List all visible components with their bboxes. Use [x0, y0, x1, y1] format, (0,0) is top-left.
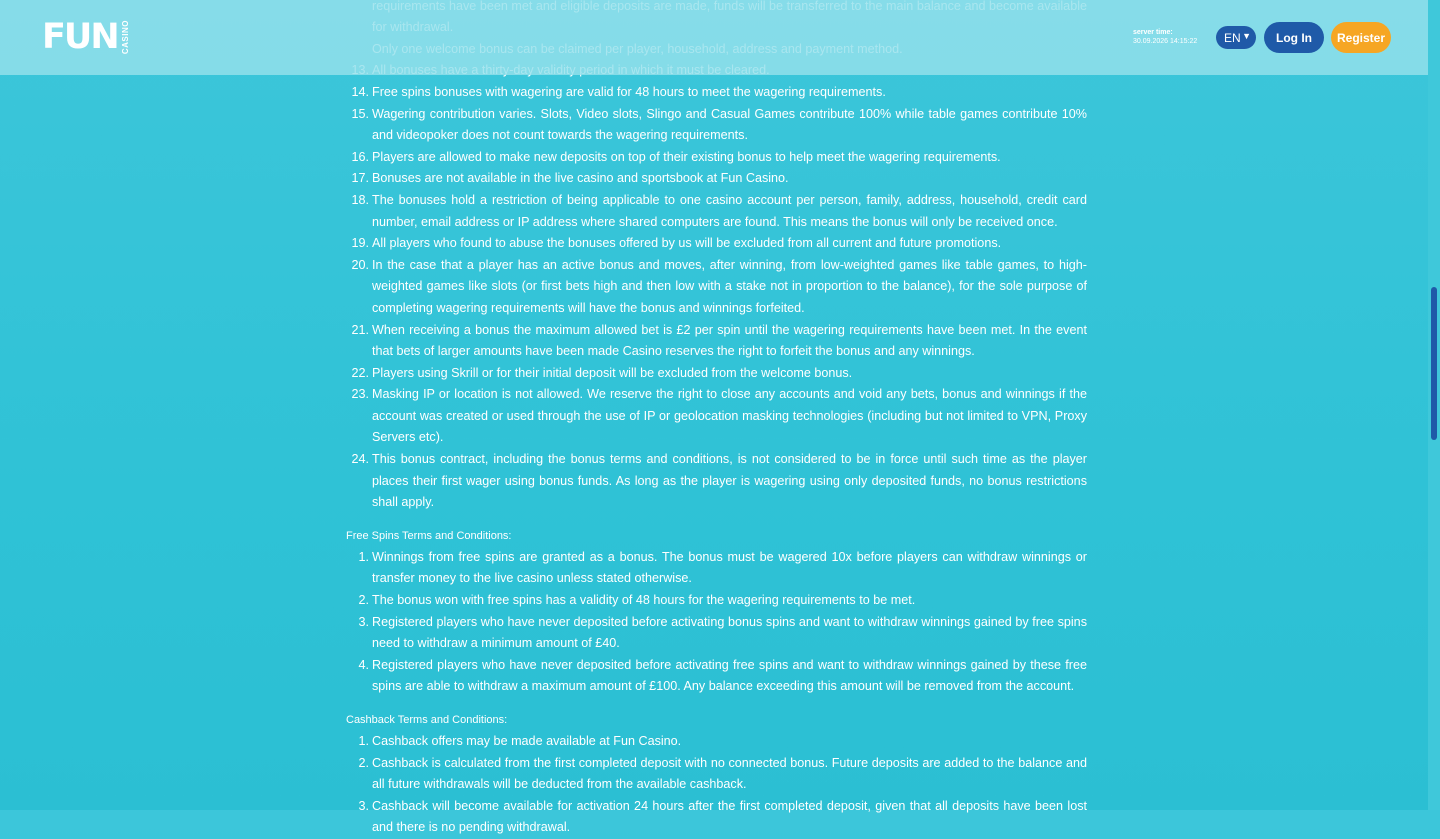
logo-subtitle: CASINO [120, 20, 130, 55]
list-item [346, 233, 1087, 255]
fun-casino-logo[interactable] [42, 18, 130, 56]
list-item-number: 16. [351, 149, 369, 164]
list-item [346, 384, 1087, 449]
list-item-number: 3. [358, 798, 369, 813]
list-item-text: Bonuses are not available in the live casino and sportsbook at Fun Casino. [372, 171, 789, 186]
list-item [346, 363, 1087, 385]
site-header [0, 0, 1428, 75]
list-item [346, 612, 1087, 655]
page-scrollbar[interactable] [1428, 0, 1440, 810]
list-item-number: 18. [351, 192, 369, 207]
terms-content [346, 0, 1087, 839]
list-item [346, 731, 1087, 753]
list-item [346, 547, 1087, 590]
list-item-number: 1. [358, 549, 369, 564]
list-item-text: When receiving a bonus the maximum allowed bet is £2 per spin until the wagering requirements have been met. In the event that bets of larger amounts have been made Casino reserves the right to forfeit the bonus and any winnings. [372, 322, 1087, 359]
list-item [346, 753, 1087, 796]
list-item [346, 147, 1087, 169]
list-item-number: 1. [358, 734, 369, 748]
list-item-text: Registered players who have never deposited before activating bonus spins and want to withdraw winnings gained by free spins need to withdraw a minimum amount of £40. [372, 614, 1087, 651]
list-item-number: 20. [351, 257, 369, 272]
list-item-text: This bonus contract, including the bonus terms and conditions, is not considered to be in force until such time as the player places their first wager using bonus funds. As long as the player is wagering using only deposited funds, no bonus restrictions shall apply. [372, 452, 1087, 510]
list-item-number: 4. [358, 657, 369, 672]
list-item-text: Winnings from free spins are granted as a bonus. The bonus must be wagered 10x before players can withdraw winnings or transfer money to the live casino unless stated otherwise. [372, 549, 1087, 586]
list-item-text: Players using Skrill or for their initial deposit will be excluded from the welcome bonus. [372, 365, 853, 380]
list-item-text: In the case that a player has an active bonus and moves, after winning, from low-weighted games like table games, to high-weighted games like slots (or first bets high and then low with a stake not in proportion to the balance), for the sole purpose of completing wagering requirements will have the bonus and winnings forfeited. [372, 257, 1087, 315]
list-item-number: 14. [351, 84, 369, 99]
server-time-label: server time: [1133, 29, 1173, 36]
list-item-text: The bonus won with free spins has a validity of 48 hours for the wagering requirements to be met. [372, 593, 916, 608]
list-item [346, 655, 1087, 698]
logo-wordmark: FUN [42, 17, 118, 57]
list-item-text: Cashback will become available for activation 24 hours after the first completed deposit, given that all deposits have been lost and there is no pending withdrawal. [372, 798, 1087, 835]
free-spins-terms-list [346, 547, 1087, 698]
list-item [346, 320, 1087, 363]
bonus-terms-list [346, 0, 1087, 514]
list-item-text: Free spins bonuses with wagering are valid for 48 hours to meet the wagering requirements. [372, 84, 886, 99]
list-item-number: 3. [358, 614, 369, 629]
language-value: EN [1224, 30, 1241, 45]
cashback-terms-list [346, 731, 1087, 839]
language-select[interactable] [1216, 26, 1256, 49]
scrollbar-thumb[interactable] [1431, 287, 1437, 440]
list-item [346, 82, 1087, 104]
list-item-number: 21. [351, 322, 369, 337]
list-item-number: 17. [351, 171, 369, 186]
list-item-text: Players are allowed to make new deposits on top of their existing bonus to help meet the wagering requirements. [372, 149, 1001, 164]
list-item-number: 2. [358, 593, 369, 608]
list-item-text: Cashback offers may be made available at Fun Casino. [372, 734, 682, 748]
cashback-section-title: Cashback Terms and Conditions: [346, 714, 508, 726]
server-time [1133, 28, 1197, 46]
list-item-number: 24. [351, 452, 369, 467]
list-item [346, 190, 1087, 233]
list-item-text: Registered players who have never deposited before activating free spins and want to withdraw winnings gained by these free spins are able to withdraw a maximum amount of £100. Any balance exceeding this amount will be removed from the account. [372, 657, 1087, 694]
login-button[interactable]: Log In [1264, 22, 1324, 53]
register-button[interactable]: Register [1331, 22, 1391, 53]
list-item-number: 15. [351, 106, 369, 121]
chevron-down-icon: ▼ [1242, 31, 1251, 41]
list-item [346, 104, 1087, 147]
list-item [346, 796, 1087, 839]
list-item-text: Masking IP or location is not allowed. We reserve the right to close any accounts and void any bets, bonus and winnings if the account was created or used through the use of IP or geolocation masking technologies (including but not limited to VPN, Proxy Servers etc). [372, 387, 1087, 445]
server-time-value: 30.09.2026 14:15:22 [1133, 38, 1198, 45]
list-item [346, 590, 1087, 612]
list-item-number: 23. [351, 387, 369, 402]
list-item-number: 22. [351, 365, 369, 380]
list-item-number: 2. [358, 755, 369, 770]
list-item-text: Wagering contribution varies. Slots, Video slots, Slingo and Casual Games contribute 100% while table games contribute 10% and videopoker does not count towards the wagering requirements. [372, 106, 1087, 143]
list-item-text: Cashback is calculated from the first completed deposit with no connected bonus. Future deposits are added to the balance and all future withdrawals will be deducted from the available cashback. [372, 755, 1087, 792]
list-item-text: All players who found to abuse the bonuses offered by us will be excluded from all current and future promotions. [372, 236, 1002, 251]
list-item [346, 168, 1087, 190]
list-item-text: The bonuses hold a restriction of being applicable to one casino account per person, family, address, household, credit card number, email address or IP address where shared computers are found. This means the bonus will only be received once. [372, 192, 1087, 229]
free-spins-section-title: Free Spins Terms and Conditions: [346, 529, 512, 542]
list-item [346, 255, 1087, 320]
list-item [346, 449, 1087, 514]
list-item-number: 19. [351, 236, 369, 251]
